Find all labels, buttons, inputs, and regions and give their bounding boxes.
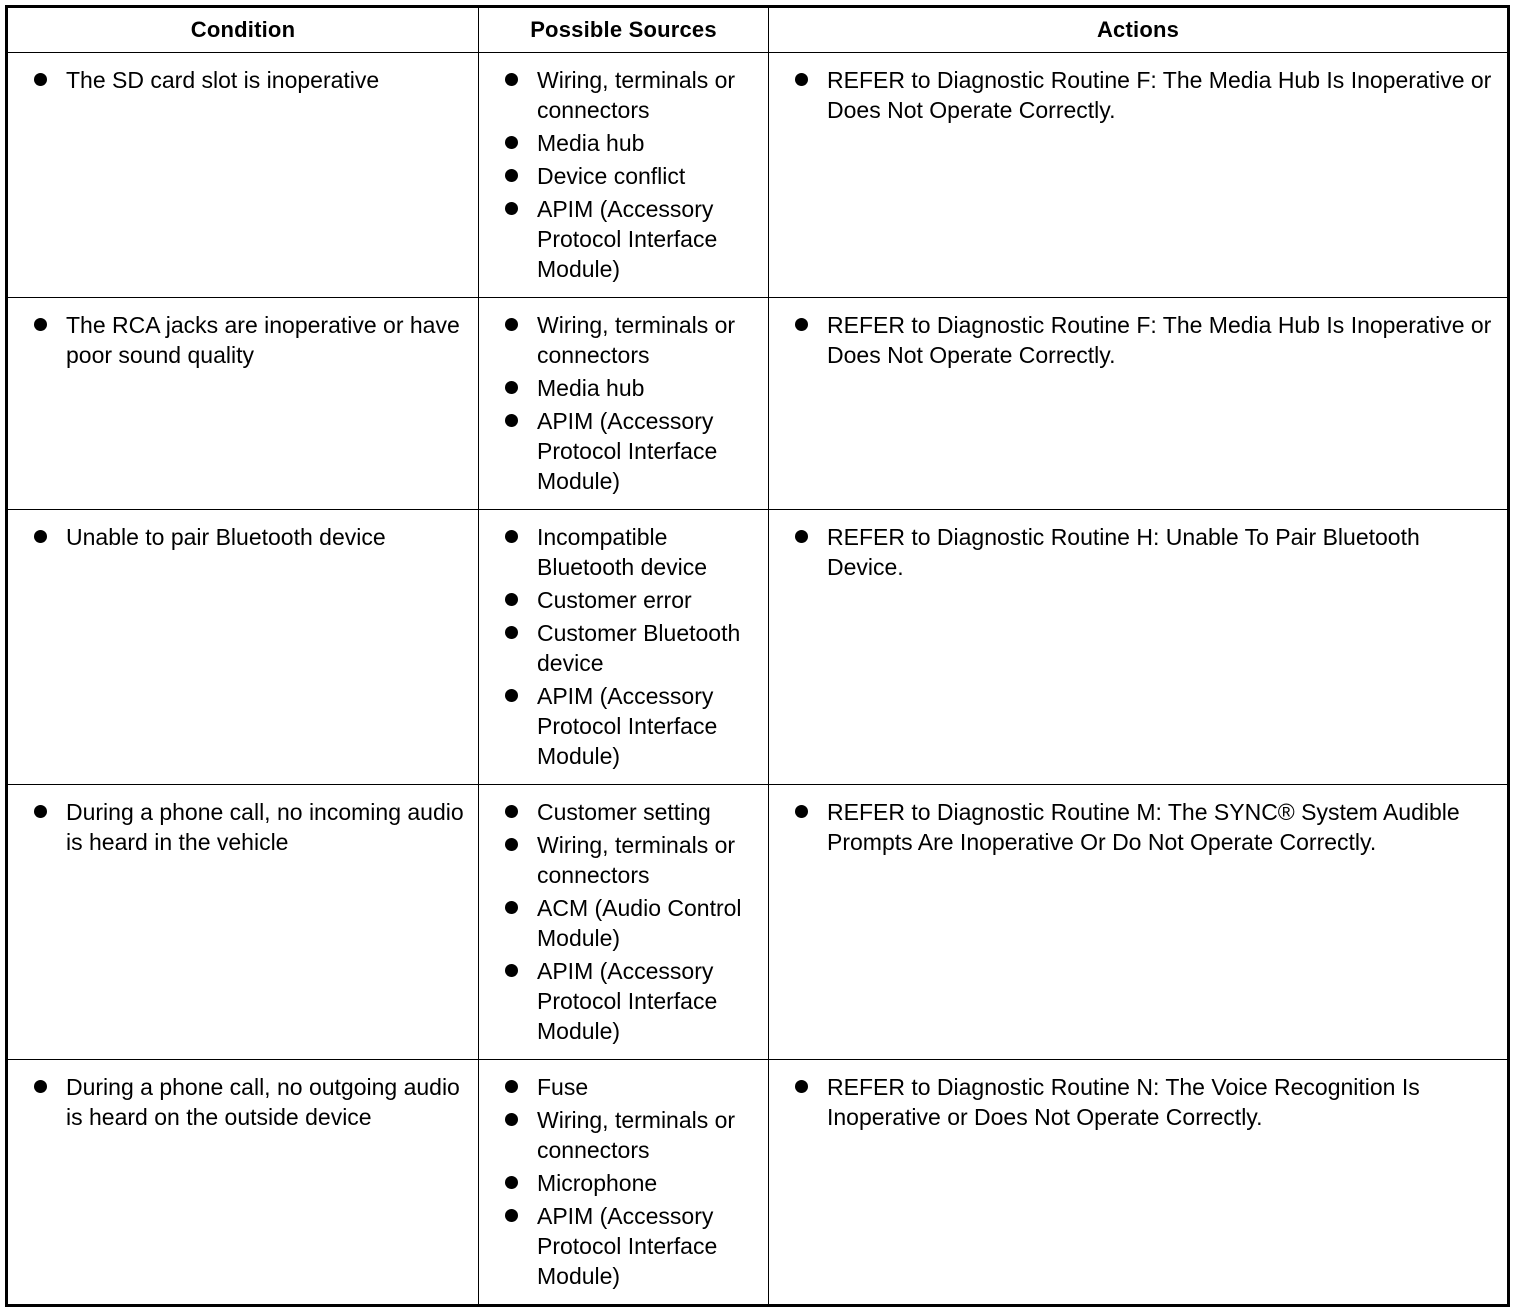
list-item	[479, 194, 762, 284]
action-cell	[769, 298, 1509, 510]
condition-cell	[7, 298, 479, 510]
header-actions: Actions	[769, 7, 1509, 53]
source-text: Media hub	[537, 375, 645, 401]
list-item	[769, 65, 1501, 125]
bullet-icon	[505, 202, 518, 215]
action-text: REFER to Diagnostic Routine M: The SYNC® System Audible Prompts Are Inoperative Or Do Not Operate Correctly.	[827, 799, 1460, 855]
source-text: Microphone	[537, 1170, 658, 1196]
action-cell	[769, 1060, 1509, 1306]
list-item	[479, 310, 762, 370]
bullet-icon	[505, 838, 518, 851]
header-row	[7, 7, 1509, 53]
list-item	[479, 585, 762, 615]
table-row	[7, 53, 1509, 298]
bullet-icon	[505, 381, 518, 394]
bullet-icon	[505, 689, 518, 702]
condition-cell	[7, 1060, 479, 1306]
list-item	[769, 1072, 1501, 1132]
condition-text: During a phone call, no incoming audio is heard in the vehicle	[66, 799, 464, 855]
action-cell	[769, 53, 1509, 298]
header-condition: Condition	[7, 7, 479, 53]
list-item	[8, 522, 472, 552]
list-item	[479, 1105, 762, 1165]
condition-cell	[7, 510, 479, 785]
source-text: ACM (Audio Control Module)	[537, 895, 742, 951]
list-item	[479, 956, 762, 1046]
source-text: Fuse	[537, 1074, 589, 1100]
source-text: Incompatible Bluetooth device	[537, 524, 708, 580]
source-text: APIM (Accessory Protocol Interface Module)	[537, 683, 718, 769]
list-item	[479, 797, 762, 827]
source-text: Device conflict	[537, 163, 686, 189]
action-text: REFER to Diagnostic Routine H: Unable To Pair Bluetooth Device.	[827, 524, 1420, 580]
list-item	[8, 65, 472, 95]
bullet-icon	[505, 530, 518, 543]
bullet-icon	[505, 626, 518, 639]
table-row	[7, 785, 1509, 1060]
source-text: Customer error	[537, 587, 692, 613]
table-row	[7, 298, 1509, 510]
action-text: REFER to Diagnostic Routine N: The Voice Recognition Is Inoperative or Does Not Operate Correctly.	[827, 1074, 1420, 1130]
action-cell	[769, 510, 1509, 785]
list-item	[479, 618, 762, 678]
condition-text: During a phone call, no outgoing audio is heard on the outside device	[66, 1074, 460, 1130]
condition-text: Unable to pair Bluetooth device	[66, 524, 386, 550]
source-text: APIM (Accessory Protocol Interface Module)	[537, 408, 718, 494]
source-text: APIM (Accessory Protocol Interface Module)	[537, 958, 718, 1044]
action-text: REFER to Diagnostic Routine F: The Media Hub Is Inoperative or Does Not Operate Correctly.	[827, 312, 1492, 368]
list-item	[8, 1072, 472, 1132]
list-item	[479, 1168, 762, 1198]
bullet-icon	[505, 1176, 518, 1189]
bullet-icon	[795, 73, 808, 86]
list-item	[479, 522, 762, 582]
header-possible-sources: Possible Sources	[479, 7, 769, 53]
bullet-icon	[795, 1080, 808, 1093]
action-cell	[769, 785, 1509, 1060]
source-text: Media hub	[537, 130, 645, 156]
list-item	[479, 65, 762, 125]
bullet-icon	[34, 530, 47, 543]
list-item	[769, 797, 1501, 857]
list-item	[479, 161, 762, 191]
condition-cell	[7, 785, 479, 1060]
list-item	[8, 797, 472, 857]
list-item	[479, 373, 762, 403]
bullet-icon	[505, 414, 518, 427]
bullet-icon	[505, 593, 518, 606]
bullet-icon	[505, 73, 518, 86]
bullet-icon	[34, 318, 47, 331]
source-text: APIM (Accessory Protocol Interface Module)	[537, 1203, 718, 1289]
source-text: Wiring, terminals or connectors	[537, 1107, 736, 1163]
bullet-icon	[505, 136, 518, 149]
list-item	[479, 406, 762, 496]
condition-cell	[7, 53, 479, 298]
bullet-icon	[505, 901, 518, 914]
bullet-icon	[505, 169, 518, 182]
list-item	[8, 310, 472, 370]
bullet-icon	[505, 318, 518, 331]
table-row	[7, 1060, 1509, 1306]
condition-text: The SD card slot is inoperative	[66, 67, 380, 93]
list-item	[769, 522, 1501, 582]
bullet-icon	[505, 1209, 518, 1222]
sources-cell	[479, 1060, 769, 1306]
bullet-icon	[34, 805, 47, 818]
source-text: Wiring, terminals or connectors	[537, 67, 736, 123]
condition-text: The RCA jacks are inoperative or have poor sound quality	[66, 312, 460, 368]
bullet-icon	[505, 1113, 518, 1126]
sources-cell	[479, 510, 769, 785]
list-item	[479, 681, 762, 771]
sources-cell	[479, 53, 769, 298]
sources-cell	[479, 785, 769, 1060]
action-text: REFER to Diagnostic Routine F: The Media Hub Is Inoperative or Does Not Operate Correctly.	[827, 67, 1492, 123]
source-text: APIM (Accessory Protocol Interface Module)	[537, 196, 718, 282]
bullet-icon	[505, 1080, 518, 1093]
list-item	[479, 128, 762, 158]
bullet-icon	[795, 530, 808, 543]
bullet-icon	[795, 318, 808, 331]
list-item	[479, 1201, 762, 1291]
table-row	[7, 510, 1509, 785]
source-text: Wiring, terminals or connectors	[537, 832, 736, 888]
bullet-icon	[505, 805, 518, 818]
sources-cell	[479, 298, 769, 510]
bullet-icon	[795, 805, 808, 818]
bullet-icon	[34, 73, 47, 86]
bullet-icon	[505, 964, 518, 977]
list-item	[479, 1072, 762, 1102]
list-item	[479, 893, 762, 953]
source-text: Customer Bluetooth device	[537, 620, 741, 676]
source-text: Wiring, terminals or connectors	[537, 312, 736, 368]
source-text: Customer setting	[537, 799, 711, 825]
list-item	[769, 310, 1501, 370]
diagnostic-table	[5, 5, 1510, 1307]
bullet-icon	[34, 1080, 47, 1093]
list-item	[479, 830, 762, 890]
